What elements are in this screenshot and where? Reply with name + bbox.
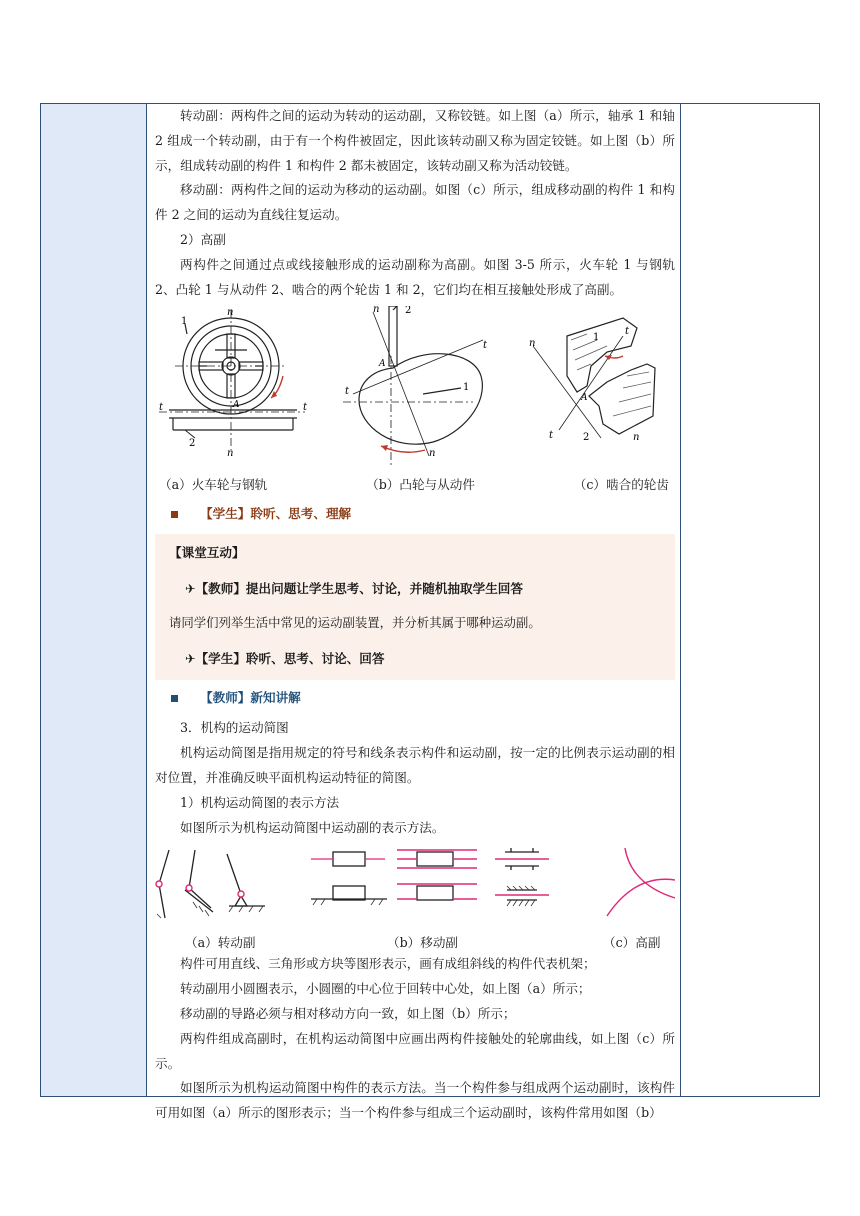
svg-text:2: 2: [405, 306, 412, 317]
figure-higher-pairs-captions: [155, 474, 675, 496]
lesson-table: [40, 103, 820, 1121]
svg-text:n: n: [633, 432, 640, 444]
left-column: [41, 104, 147, 1096]
right-column: [680, 104, 819, 1096]
pair-symbols-diagram: [155, 844, 675, 928]
heading-mechanism-diagram: 3．机构的运动简图: [180, 720, 289, 736]
heading-representation: 1）机构运动简图的表示方法: [180, 794, 340, 810]
caption-prismatic: （b）移动副: [387, 935, 459, 951]
paragraph-higher-symbol: 两构件组成高副时，在机构运动简图中应画出两构件接触处的轮廓曲线，如上图（c）所示。: [155, 1030, 675, 1071]
paragraph-member-shapes: 构件可用直线、三角形或方块等图形表示，画有成组斜线的构件代表机架；: [180, 956, 596, 972]
figure-pair-symbols-captions: [155, 928, 675, 952]
section-student-label: 【学生】聆听、思考、理解: [200, 506, 352, 522]
svg-text:t: t: [483, 340, 488, 352]
student-answer: ✈【学生】聆听、思考、讨论、回答: [185, 651, 385, 667]
heading-higher-pair: 2）高副: [180, 231, 226, 247]
svg-text:1: 1: [593, 332, 600, 344]
figure-pair-symbols: [155, 844, 675, 928]
svg-text:n: n: [227, 307, 234, 319]
bullet-square-icon: [171, 511, 178, 518]
train-wheel-diagram: [155, 306, 315, 474]
interaction-prompt: 请同学们列举生活中常见的运动副装置，并分析其属于哪种运动副。: [169, 615, 541, 631]
svg-text:1: 1: [463, 382, 470, 394]
paragraph-revolute-pair: 转动副：两构件之间的运动为转动的运动副，又称铰链。如上图（a）所示，轴承 1 和轴 2 组成一个转动副，由于有一个构件被固定，因此该转动副又称为固定铰链。如上图（b）所示，组成转动副的构件 1 和构件 2 都未被固定，该转动副又称为活动铰链。: [155, 108, 675, 173]
svg-text:2: 2: [583, 432, 590, 444]
meshing-teeth-diagram: [527, 306, 677, 474]
svg-text:A: A: [233, 400, 240, 411]
svg-text:n: n: [429, 448, 436, 460]
section-teacher-label: 【教师】新知讲解: [200, 690, 301, 706]
paragraph-representation: 如图所示为机构运动简图中运动副的表示方法。: [180, 819, 445, 835]
teacher-question: ✈【教师】提出问题让学生思考、讨论，并随机抽取学生回答: [185, 581, 523, 597]
bullet-square-icon: [171, 695, 178, 702]
content-cell: [155, 104, 675, 1126]
caption-meshing-teeth: （c）啮合的轮齿: [573, 477, 669, 493]
svg-text:t: t: [549, 430, 554, 442]
svg-text:2: 2: [189, 438, 196, 450]
paragraph-higher-pair: 两构件之间通过点或线接触形成的运动副称为高副。如图 3-5 所示，火车轮 1 与钢轨 2、凸轮 1 与从动件 2、啮合的两个轮齿 1 和 2，它们均在相互接触处形成了高副。: [155, 256, 675, 297]
svg-text:n: n: [529, 338, 536, 350]
caption-revolute: （a）转动副: [185, 935, 256, 951]
section-teacher-new-knowledge: [155, 686, 675, 710]
svg-text:1: 1: [181, 316, 188, 328]
paragraph-prismatic-symbol: 移动副的导路必须与相对移动方向一致，如上图（b）所示；: [180, 1005, 516, 1021]
paragraph-mechanism-diagram: 机构运动简图是指用规定的符号和线条表示构件和运动副，按一定的比例表示运动副的相对位置，并准确反映平面机构运动特征的简图。: [155, 745, 675, 785]
svg-text:n: n: [373, 306, 380, 316]
svg-text:n: n: [227, 448, 234, 460]
caption-higher: （c）高副: [603, 935, 661, 951]
paragraph-prismatic-pair: 移动副：两构件之间的运动为移动的运动副。如图（c）所示，组成移动副的构件 1 和构件 2 之间的运动为直线往复运动。: [155, 182, 675, 223]
caption-train-wheel: （a）火车轮与钢轨: [159, 477, 268, 493]
svg-text:t: t: [625, 326, 630, 338]
figure-higher-pairs: [155, 306, 675, 474]
classroom-interaction-box: [155, 534, 675, 680]
paragraph-revolute-symbol: 转动副用小圆圈表示，小圆圈的中心位于回转中心处，如上图（a）所示；: [180, 981, 591, 997]
svg-text:t: t: [303, 402, 308, 414]
svg-text:A: A: [581, 393, 588, 404]
svg-text:A: A: [379, 359, 386, 370]
interaction-title: 【课堂互动】: [169, 545, 245, 561]
cam-follower-diagram: [333, 306, 503, 474]
section-student-listen: [155, 502, 675, 526]
caption-cam-follower: （b）凸轮与从动件: [366, 477, 475, 493]
svg-text:t: t: [159, 402, 164, 414]
svg-text:t: t: [345, 386, 350, 398]
paragraph-member-representation: 如图所示为机构运动简图中构件的表示方法。当一个构件参与组成两个运动副时，该构件可用如图（a）所示的图形表示；当一个构件参与组成三个运动副时，该构件常用如图（b）: [155, 1080, 675, 1121]
